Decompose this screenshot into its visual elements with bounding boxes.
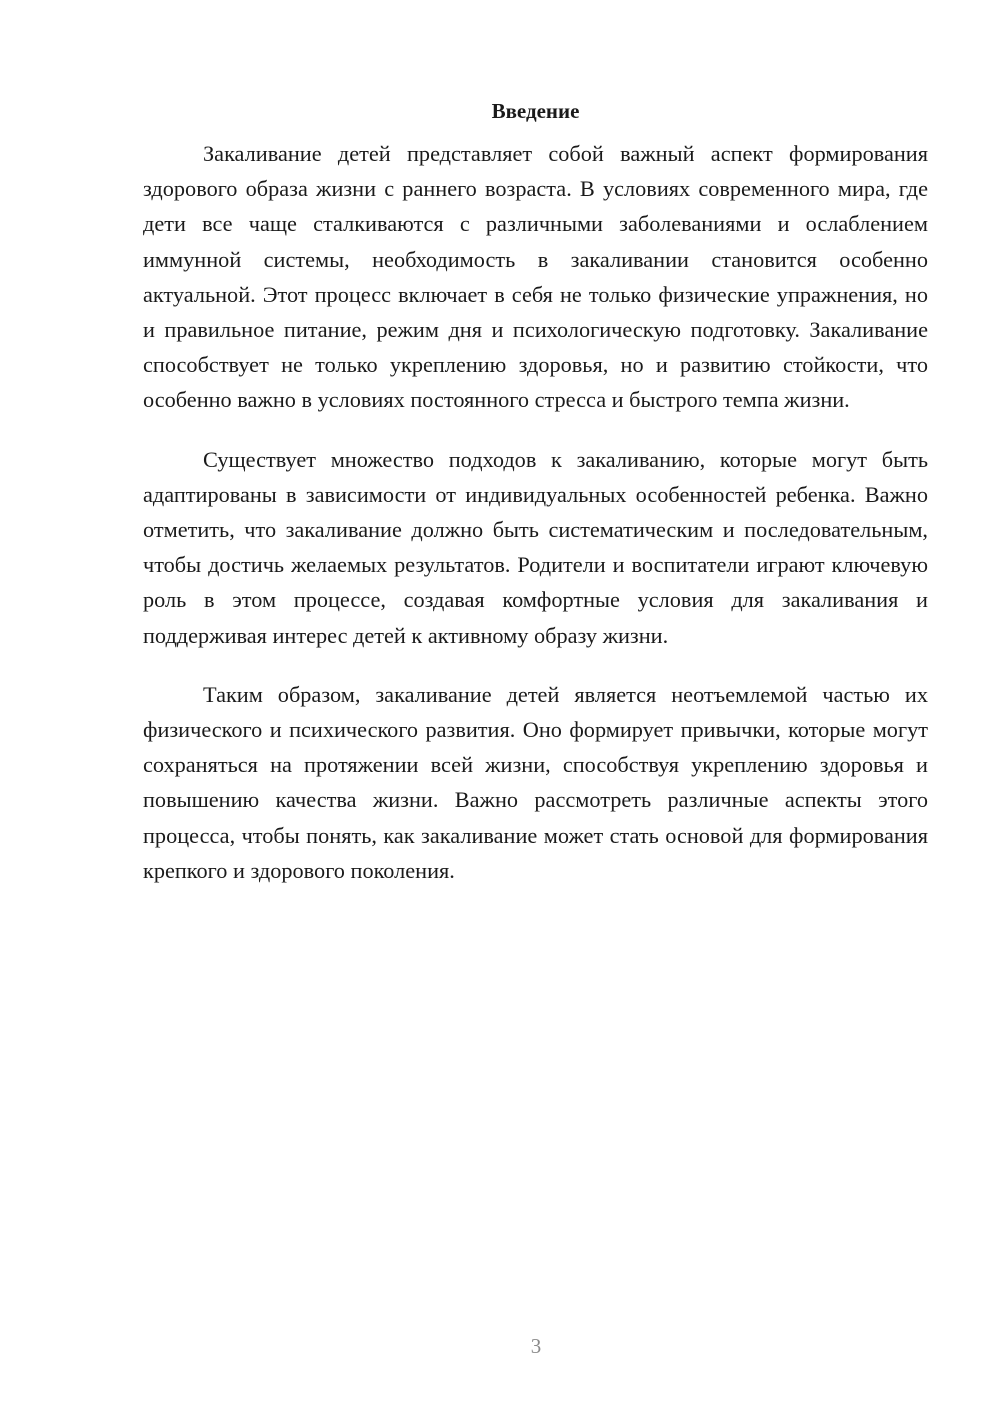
paragraph-2: Существует множество подходов к закаливанию, которые могут быть адаптированы в зависимости от индивидуальных особенностей ребенка. Важно отметить, что закаливание должно быть систематическим и последовательным, чтобы достичь желаемых результатов. Родители и воспитатели играют ключевую роль в этом процессе, создавая комфортные условия для закаливания и поддерживая интерес детей к активному образу жизни.	[143, 446, 928, 648]
paragraph-3: Таким образом, закаливание детей является неотъемлемой частью их физического и психического развития. Оно формирует привычки, которые могут сохраняться на протяжении всей жизни, способствуя укреплению здоровья и повышению качества жизни. Важно рассмотреть различные аспекты этого процесса, чтобы понять, как закаливание может стать основой для формирования крепкого и здорового поколения.	[143, 681, 928, 883]
page-content	[143, 96, 928, 912]
paragraph-1: Закаливание детей представляет собой важный аспект формирования здорового образа жизни с раннего возраста. В условиях современного мира, где дети все чаще сталкиваются с различными заболеваниями и ослаблением иммунной системы, необходимость в закаливании становится особенно актуальной. Этот процесс включает в себя не только физические упражнения, но и правильное питание, режим дня и психологическую подготовку. Закаливание способствует не только укреплению здоровья, но и развитию стойкости, что особенно важно в условиях постоянного стресса и быстрого темпа жизни.	[143, 141, 928, 413]
page-number: 3	[530, 1334, 542, 1358]
section-heading: Введение	[491, 99, 580, 123]
